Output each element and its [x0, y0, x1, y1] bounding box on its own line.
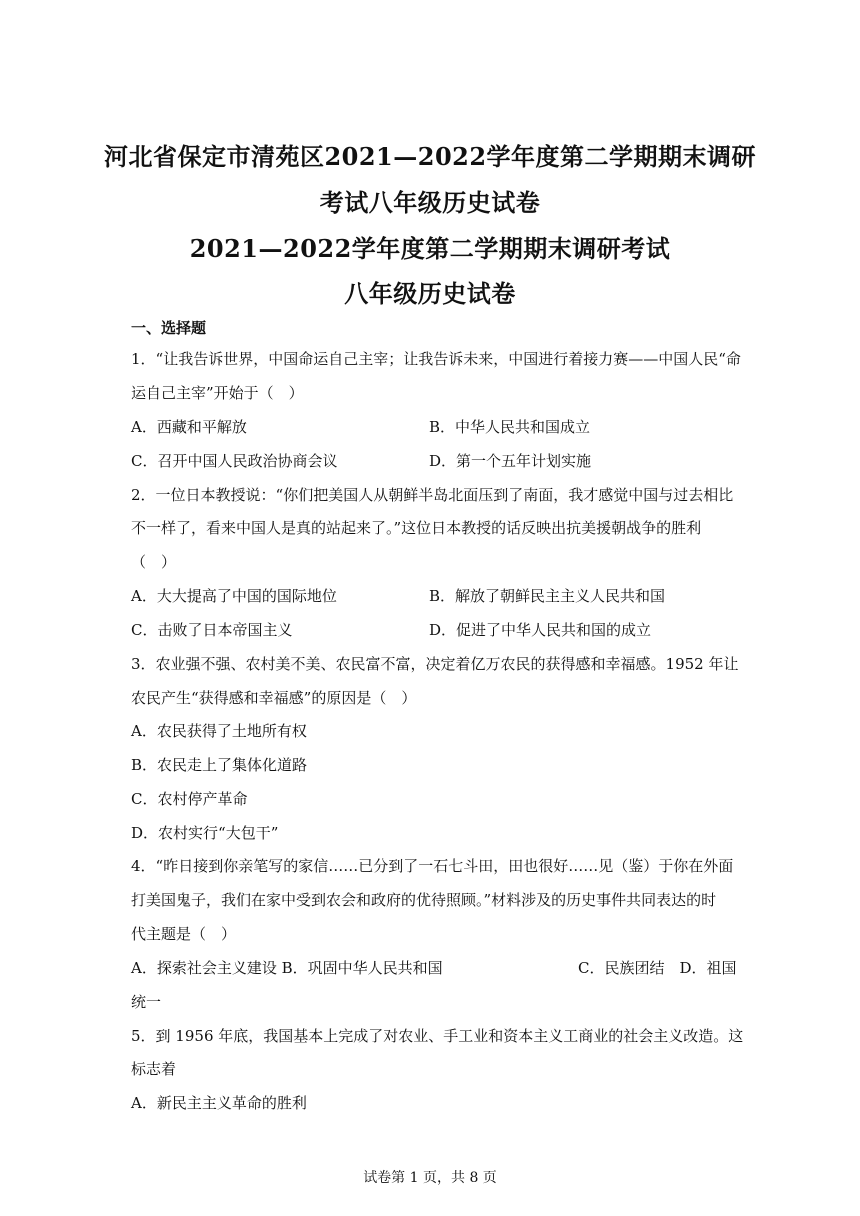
question-3-text-cont: 农民产生“获得感和幸福感”的原因是（ ） [131, 689, 417, 707]
question-3-option-a: A．农民获得了土地所有权 [131, 722, 307, 740]
question-4-options-cd: C．民族团结 D．祖国 [578, 959, 737, 977]
question-2-option-b: B．解放了朝鲜民主主义人民共和国 [429, 587, 666, 605]
question-5-text-cont: 标志着 [131, 1060, 177, 1078]
question-3-option-b: B．农民走上了集体化道路 [131, 756, 308, 774]
question-1-option-c: C．召开中国人民政治协商会议 [131, 452, 338, 470]
question-5-text: 5．到 1956 年底，我国基本上完成了对农业、手工业和资本主义工商业的社会主义改造。这 [131, 1027, 744, 1045]
question-4-text-cont: 打美国鬼子，我们在家中受到农会和政府的优待照顾。”材料涉及的历史事件共同表达的时 [131, 891, 717, 909]
question-4-text: 4．“昨日接到你亲笔写的家信……已分到了一石七斗田，田也很好……见（鉴）于你在外面 [131, 857, 734, 875]
question-1-text: 1．“让我告诉世界，中国命运自己主宰；让我告诉未来，中国进行着接力赛——中国人民“命 [131, 350, 741, 368]
section-heading: 一、选择题 [131, 319, 207, 337]
question-2-option-c: C．击败了日本帝国主义 [131, 621, 293, 639]
question-5-option-a: A．新民主主义革命的胜利 [131, 1094, 307, 1112]
question-3-option-c: C．农村停产革命 [131, 790, 248, 808]
question-2-text-paren: （ ） [131, 553, 177, 571]
page-footer: 试卷第 1 页，共 8 页 [363, 1170, 497, 1186]
title-line-2: 考试八年级历史试卷 [319, 188, 541, 217]
question-3-text: 3．农业强不强、农村美不美、农民富不富，决定着亿万农民的获得感和幸福感。1952 年让 [131, 655, 739, 673]
question-2-option-a: A．大大提高了中国的国际地位 [131, 587, 337, 605]
question-2-option-d: D．促进了中华人民共和国的成立 [429, 621, 652, 639]
question-1-option-d: D．第一个五年计划实施 [429, 452, 592, 470]
title-line-1: 河北省保定市清苑区2021—2022学年度第二学期期末调研 [103, 142, 757, 171]
question-4-text-cont-2: 代主题是（ ） [131, 925, 237, 943]
question-1-text-cont: 运自己主宰”开始于（ ） [131, 384, 304, 402]
question-1-option-a: A．西藏和平解放 [131, 418, 247, 436]
question-3-option-d: D．农村实行“大包干” [131, 824, 279, 842]
title-line-3: 2021—2022学年度第二学期期末调研考试 [189, 234, 671, 263]
question-2-text-cont: 不一样了，看来中国人是真的站起来了。”这位日本教授的话反映出抗美援朝战争的胜利 [131, 519, 702, 537]
question-4-options-ab: A．探索社会主义建设 B．巩固中华人民共和国 [131, 959, 443, 977]
title-line-4: 八年级历史试卷 [344, 279, 516, 308]
question-2-text: 2．一位日本教授说：“你们把美国人从朝鲜半岛北面压到了南面，我才感觉中国与过去相比 [131, 486, 734, 504]
question-1-option-b: B．中华人民共和国成立 [429, 418, 591, 436]
question-4-options-tail: 统一 [131, 993, 162, 1011]
